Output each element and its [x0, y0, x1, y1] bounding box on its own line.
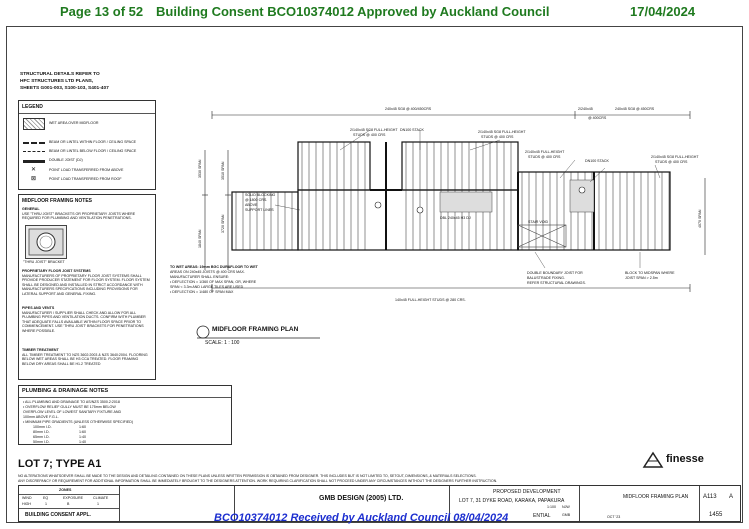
lot-title: LOT 7; TYPE A1: [18, 458, 102, 470]
gradient-size: 80mm I.D.: [33, 430, 50, 434]
wet-area-note: • DEFLECTION = 1/480 OF SPAN MAX: [170, 290, 234, 294]
pipes-title: PIPES AND VENTS: [22, 306, 55, 310]
plumbing-title: PLUMBING & DRAINAGE NOTES: [22, 388, 109, 394]
studs-label: STUDS @ 400 CRS: [528, 155, 561, 159]
zones-header: WIND: [22, 496, 32, 500]
zones-divider: [19, 494, 119, 495]
general-text: USE "THRU JOIST" BRACKETS OR PROPRIETARY JOISTS WHERE REQUIRED FOR PLUMBING AND VENTILATION PENETRATIONS.: [22, 212, 136, 221]
top-spacing-label-2: 240x45 SG8 @ 450CRS: [615, 107, 655, 111]
studs-label: STUDS @ 400 CRS: [655, 160, 688, 164]
finesse-mark-icon: [642, 451, 664, 469]
full-height-label: 2/140x45 SG8 FULL-HEIGHT: [350, 128, 398, 132]
plan-title: MIDFLOOR FRAMING PLAN: [212, 326, 299, 333]
proprietary-title: PROPRIETARY FLOOR JOIST SYSTEMS: [22, 269, 91, 273]
wet-area-note: • DEFLECTION = 1/360 OF MAX SPAN, OR, WHERE: [170, 280, 257, 284]
gradient-ratio: 1:40: [79, 435, 86, 439]
plumbing-line: OVERFLOW LEVEL OF LOWEST SANITARY FIXTURE AND: [23, 410, 122, 414]
block-midspan-note: BLOCK TO MIDSPAN WHERE: [625, 271, 675, 275]
zones-header: EQ: [43, 496, 49, 500]
drawn-by: NJW: [562, 505, 570, 509]
structural-note-line: HFC STRUCTURES LTD PLANS,: [20, 79, 94, 84]
wet-area-note: SPAN < 3.3m AND LARGE TILES ARE USED: [170, 285, 244, 289]
timber-title: TIMBER TREATMENT: [22, 348, 59, 352]
gradient-ratio: 1:40: [79, 440, 86, 444]
status-label: BUILDING CONSENT APPL.: [25, 512, 91, 518]
solid-blocking-label: SUPPORT LINES: [245, 208, 274, 212]
legend-item: POINT LOAD TRANSFERRED FROM ROOF: [49, 177, 122, 181]
sheet-title: MIDFLOOR FRAMING PLAN: [623, 494, 689, 500]
legend-item: BEAM OR LINTEL WITHIN FLOOR / CEILING SPACE: [49, 140, 137, 144]
studs-label: STUDS @ 400 CRS: [353, 133, 386, 137]
legend-title: LEGEND: [22, 104, 43, 110]
zones-divider: [19, 508, 119, 509]
title-block-divider: [119, 486, 120, 521]
gradient-size: 65mm I.D.: [33, 435, 50, 439]
zones-header: CLIMATE: [93, 496, 109, 500]
at400-label: @ 400CRS: [588, 116, 607, 120]
consent-title: Building Consent BCO10374012 Approved by Auckland Council: [156, 4, 550, 19]
top-spacing-label: 240x45 SG8 @ 400/450CRS: [385, 107, 432, 111]
plumbing-line: • OVERFLOW RELIEF GULLY MUST BE 175mm BELOW: [23, 405, 116, 409]
pipes-text: MANUFACTURER / SUPPLIER SHALL CHECK AND ALLOW FOR ALL PLUMBING PIPES AND VENTILATION DUCTS. CONFIRM WITH PLUMBER THAT ADEQUATE FALLS AVAILABLE WITHIN FLOOR SPACE PRIOR TO COMMENCEMENT. USE 'THRU JOIST' BRACKETS FOR PENETRATIONS WHERE POSSIBLE.: [22, 311, 146, 333]
company-name: GMB DESIGN (2005) LTD.: [319, 495, 404, 502]
double-boundary-note: REFER STRUCTURAL DRAWINGS.: [527, 281, 586, 285]
solid-blocking-label: ABOVE: [245, 203, 258, 207]
plan-scale: SCALE: 1 : 100: [205, 340, 240, 346]
scale-value: 1:100: [547, 505, 556, 509]
legend-item: POINT LOAD TRANSFERRED FROM ABOVE: [49, 168, 124, 172]
span-label: 3530 SPAN: [198, 159, 202, 178]
midfloor-notes-title: MIDFLOOR FRAMING NOTES: [22, 198, 92, 204]
legend-item: DOUBLE JOIST (DJ): [49, 158, 83, 162]
block-midspan-note: JOIST SPAN > 2.5m: [625, 276, 658, 280]
double-boundary-note: DOUBLE BOUNDARY JOIST FOR: [527, 271, 583, 275]
project-address: LOT 7, 31 DYKE ROAD, KARAKA, PAPAKURA: [459, 498, 565, 504]
finesse-logo: [642, 448, 741, 472]
top-spacing-short: 2/240x45: [578, 107, 593, 111]
point-load-above-icon: ✕: [31, 167, 37, 173]
sheet-number: A113: [703, 494, 717, 500]
general-title: GENERAL: [22, 207, 40, 211]
zones-value: HIGH: [22, 502, 31, 506]
full-height-label: 2/140x45 SG8 FULL-HEIGHT: [651, 155, 699, 159]
span-label: 3720 SPAN: [221, 214, 225, 233]
revision: A: [729, 494, 734, 500]
bracket-caption: "THRU JOIST" BRACKET: [23, 260, 65, 264]
timber-text: ALL TIMBER TREATMENT TO NZS 3602:2003 & NZS 3640:2004. FLOORING BELOW WET AREAS SHALL BE H3 CCA TREATED. FLOOR FRAMING BELOW DRY AREAS SHALL BE H1.2 TREATED: [22, 353, 148, 366]
title-block-divider: [699, 486, 700, 521]
gradient-size: 100mm I.D.: [33, 425, 52, 429]
solid-blocking-label: SOLID BLOCKING: [245, 193, 276, 197]
finesse-wordmark: finesse: [666, 453, 704, 465]
plumbing-line: 100mm ABOVE F.G.L.: [23, 415, 59, 419]
plumbing-line: • ALL PLUMBING AND DRAINAGE TO AS/NZS 3500.2:2018: [23, 400, 120, 404]
gradient-size: 50mm I.D.: [33, 440, 50, 444]
legend-item: WET AREA OVER MIDFLOOR: [49, 121, 99, 125]
zone-word: ENTIAL: [533, 513, 551, 519]
span-label: 1840 SPAN: [198, 229, 202, 248]
zones-value: B: [67, 502, 70, 506]
zones-value: 1: [45, 502, 47, 506]
disclaimer-line: NO ALTERATIONS WHATSOEVER SHALL BE MADE TO THE DESIGN AND DETAILING CONTAINED ON THESE PLANS UNLESS WRITTEN PERMISSION IS OBTAINED FROM DESIGNER. THIS INCLUDES BUT IS NOT LIMITED TO, SETOUT, DIMENSIONS, & MATERIALS SELECTIONS.: [18, 474, 477, 478]
proprietary-text: MANUFACTURERS OF PROPRIETARY FLOOR JOIST SYSTEMS SHALL PROVIDE PRODUCER STATEMENT FOR FLOOR SYSTEM. FLOOR SYSTEM SHALL BE DESIGNED AND INSTALLED IN STRICT ACCORDANCE WITH MANUFACTURERS SPECIFICATIONS INCLUDING PROVISIONS FOR LATERAL SUPPORT AND GENERAL FIXING.: [22, 274, 150, 296]
structural-note-line: STRUCTURAL DETAILS REFER TO: [20, 72, 100, 77]
header-date: 17/04/2024: [630, 4, 696, 19]
zones-title: ZONES: [59, 488, 72, 492]
stair-void-label: STAIR VOID: [528, 220, 549, 224]
span-label: 3510 SPAN: [221, 161, 225, 180]
gradient-ratio: 1:60: [79, 430, 86, 434]
project-label: PROPOSED DEVELOPMENT: [493, 489, 561, 495]
title-block-divider: [579, 486, 580, 521]
beam-label: DBL 240x45 H3 DJ: [440, 216, 471, 220]
drawn-date: GMB: [562, 513, 571, 517]
span-label: 4070 SPAN: [698, 209, 702, 228]
point-load-roof-icon: ⊠: [31, 176, 37, 182]
bottom-studs-label: 140x45 FULL-HEIGHT STUDS @ 280 CRS.: [395, 298, 466, 302]
dn-stack-label: DN100 STACK: [400, 128, 424, 132]
structural-note-line: SHEETS G001-003, S100-103, S401-407: [20, 86, 109, 91]
zones-value: 1: [97, 502, 99, 506]
solid-blocking-label: @ 1800 CRS.: [245, 198, 268, 202]
wet-area-note: MANUFACTURER SHALL ENSURE:: [170, 275, 230, 279]
received-stamp: BCO10374012 Received by Auckland Council 08/04/2024: [214, 512, 509, 524]
page-number: Page 13 of 52: [60, 4, 144, 19]
legend-item: BEAM OR LINTEL BELOW FLOOR / CEILING SPACE: [49, 149, 137, 153]
full-height-label: 2/140x45 FULL-HEIGHT: [525, 150, 565, 154]
date-value: OCT '23: [607, 515, 621, 519]
wet-area-note: AREAS ON 240x45 JOISTS @ 400 CRS MAX.: [170, 270, 245, 274]
gradient-ratio: 1:60: [79, 425, 86, 429]
wet-area-note: TO WET AREAS: 19mm BGC DURAFLOOR TO WET: [170, 265, 258, 269]
full-height-label: 2/140x45 SG8 FULL-HEIGHT: [478, 130, 526, 134]
job-number: 1455: [709, 512, 723, 518]
studs-label: STUDS @ 400 CRS: [481, 135, 514, 139]
dn-stack-label: DN100 STACK: [585, 159, 609, 163]
plumbing-line: • MINIMUM PIPE GRADIENTS (UNLESS OTHERWISE SPECIFIED): [23, 420, 134, 424]
double-boundary-note: BALUSTRADE FIXING.: [527, 276, 565, 280]
disclaimer-line: ANY DISCREPANCY OR REQUIREMENT FOR ADDITIONAL INFORMATION SHALL BE IMMEDIATELY BROUGHT TO THE DESIGNERS ATTENTION. WORK REQUIRING CLARIFICATION SHALL NOT PROCEED UNDER ANY CIRCUMSTANCES WITHOUT THE DESIGNERS FURTHER INSTRUCTION.: [18, 479, 498, 483]
zones-header: EXPOSURE: [63, 496, 83, 500]
